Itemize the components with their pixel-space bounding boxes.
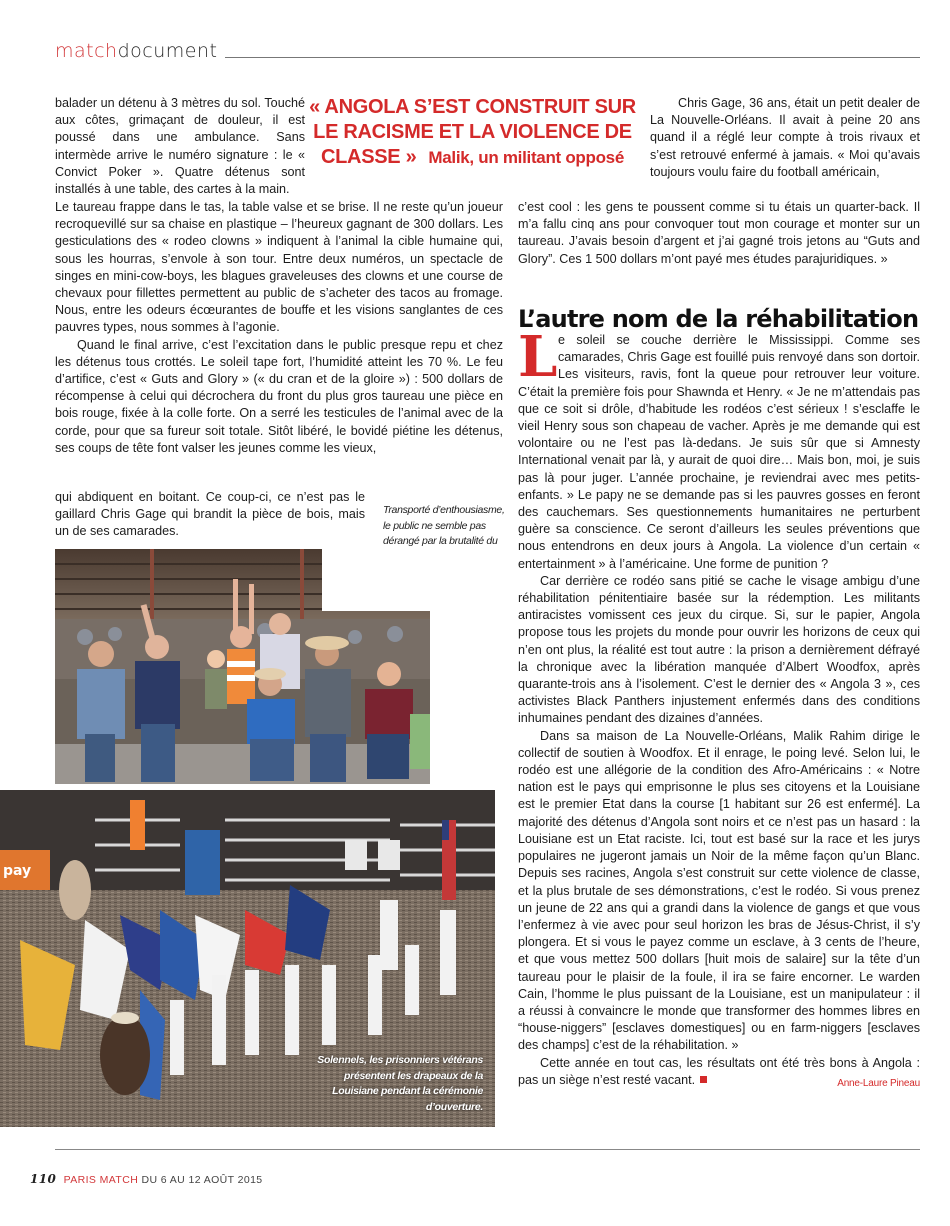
right-column-top <box>650 95 920 181</box>
footer-rule <box>55 1149 920 1150</box>
paragraph-text: Cette année en tout cas, les résultats ont été très bons à Angola : pas un siège n’est resté vacant. <box>518 1055 920 1087</box>
header-rule <box>225 57 920 58</box>
paragraph-final <box>518 1055 920 1089</box>
paragraph: Le taureau frappe dans le tas, la table valse et se brise. Il ne reste qu’un joueur recroquevillé sur sa chaise en plastique – l’heureux gagnant de 300 dollars. Les gesticulations des « rodeo clowns » indiquent à l’animal la cible humaine qui, sous les hourras, s’envole à son tour. Entre deux numéros, un spectacle de singes en mini-cow-boys, les blagues graveleuses des clowns et une course de chevaux pour fillettes permettent au public de s’acheter des tacos au fromage. Nous, entre les odeurs écœurantes de bouffe et les visions sanglantes de ces pauvres types, nous sommes à l’agonie. <box>55 200 503 335</box>
photo-notch <box>322 549 432 611</box>
left-column-end <box>55 489 365 541</box>
right-column-quote <box>518 199 920 268</box>
left-column-top <box>55 95 305 198</box>
right-column-main <box>518 324 920 1092</box>
page-header <box>55 40 920 64</box>
photo-flag-ceremony <box>0 790 495 1127</box>
drop-cap: L <box>518 324 558 390</box>
photo-caption-ceremony: Solennels, les prisonniers vétérans présentent les drapeaux de la Louisiane pendant la cérémonie d’ouverture. <box>317 1054 483 1113</box>
brand-document: document <box>117 40 218 62</box>
paragraph: Car derrière ce rodéo sans pitié se cache le visage ambigu d’une réhabilitation pénitentiaire basée sur la rédemption. Les militants antiracistes vomissent ces jeux du cirque. Si, sur le papier, Angola propose tous les projets du monde pour ouvrir les horizons de ceux qui n’en ont plus, la réalité est tout autre : la prison a dernièrement défrayé la chronique avec la libération manquée d’Albert Woodfox, après quarante-trois ans à l’isolement. C’est le dernier des « Angola 3 », ces activistes Black Panthers injustement enfermés dans des conditions inhumaines pendant des dizaines d’années. <box>518 573 920 726</box>
pull-quote-attribution: Malik, un militant opposé <box>428 148 624 167</box>
paragraph: Dans sa maison de La Nouvelle-Orléans, Malik Rahim dirige le collectif de soutien à Woodfox. Et il enrage, le poing levé. Selon lui, le rodéo est une allégorie de la condition des Afro-Américains : « Notre nation est le pays qui emprisonne le plus ses citoyens et la Louisiane est le premier Etat dans la course [1 habitant sur 26 est enfermé]. La majorité des détenus d’Angola sont noirs et ce n’est pas un hasard : la Louisiane est un Etat raciste. Ici, tout est basé sur la race et les jurys populaires ne jugeront jamais un Noir de la même façon qu’un Blanc. Depuis ses racines, Angola s’est construit sur cette violence de classe, et la plus brutale de ses démonstrations, c’est le rodéo. Si vous prenez un jeune de 22 ans qui a grandi dans la violence de gangs et que vous l’enfermez à vie avec pour seul horizon les bras de Jésus-Christ, il s’y plongera. Et si vous le payez comme un esclave, à 3 cents de l’heure, et que vous mettez 500 dollars [huit mois de salaire] sur la tête d’un taureau pour le plaisir de la foule, il ira se faire encorner. Le warden Cain, l’homme le plus puissant de la Louisiane, est un manipulateur : il a réussi à convaincre le monde que transformer des hommes libres en “house-niggers” [esclaves domestiques] ou en farm-niggers [esclaves des champs] c’est de la réhabilitation. » <box>518 728 920 1053</box>
page-footer <box>30 1172 263 1186</box>
pull-quote-text: « ANGOLA S’EST CONSTRUIT SUR LE RACISME ET LA VIOLENCE DE CLASSE » <box>309 96 636 168</box>
magazine-name: PARIS MATCH <box>63 1174 139 1186</box>
paragraph: balader un détenu à 3 mètres du sol. Touché aux côtes, grimaçant de douleur, il est poussé dans une ambulance. Sans intermède arrive le numéro signature : le « Convict Poker ». Quatre détenus sont installés à une table, des cartes à la main. <box>55 96 305 197</box>
end-mark-icon <box>700 1076 707 1083</box>
issue-date: DU 6 AU 12 AOÛT 2015 <box>141 1174 263 1186</box>
paragraph: qui abdiquent en boitant. Ce coup-ci, ce n’est pas le gaillard Chris Gage qui brandit la pièce de bois, mais un de ses camarades. <box>55 490 365 539</box>
section-brand <box>55 40 217 62</box>
paragraph: c’est cool : les gens te poussent comme si tu étais un quarter-back. Il m’a fallu cinq ans pour convoquer tout mon courage et monter sur un taureau. J’avais besoin d’argent et j’ai gagné trois jetons au “Guts and Glory”. Ces 1 500 dollars m’ont payé mes études parajuridiques. » <box>518 200 920 266</box>
pull-quote <box>300 95 645 170</box>
photo-caption-crowd: Transporté d’enthousiasme, le public ne semble pas dérangé par la brutalité du <box>383 504 505 547</box>
brand-match: match <box>55 40 118 62</box>
left-column-wide <box>55 199 503 457</box>
svg-text:pay: pay <box>3 863 32 879</box>
paragraph: Quand le final arrive, c’est l’excitation dans le public presque repu et chez les détenus tous crottés. Le soleil tape fort, l’humidité atteint les 70 %. Le feu d’artifice, c’est « Guts and Glory » (« du cran et de la gloire ») : 500 dollars de récompense à celui qui décrochera du front du plus gros taureau une pièce en bois rouge, fixée à la colle forte. On a serré les testicules de l’animal avec de la corde, pour que sa fureur soit totale. Sitôt libéré, le bovidé piétine les détenus, ses coups de tête font valser les jeunes comme les vieux, <box>55 337 503 455</box>
page-number: 110 <box>30 1172 57 1186</box>
section-heading: L’autre nom de la réhabilitation <box>518 305 919 333</box>
paragraph: e soleil se couche derrière le Mississippi. Comme ses camarades, Chris Gage est fouillé puis renvoyé dans son dortoir. Les visiteurs, ravis, font la queue pour retrouver leur voiture. C’était la première fois pour Shawnda et Henry. « Je ne m’attendais pas que ce soit si drôle, d’habitude les rodéos c’est sérieux ! s’esclaffe le vieil Henry sous son chapeau de vacher. Après je me demande qui est volontaire ou ne l’est pas là-dedans. Je suis sûr que si Amnesty International venait par là, y aurait de quoi dire… Mais bon, moi, je suis pas là pour juger. L’année prochaine, je reviendrai avec mes petits-enfants. » Le papy ne se demande pas si les pauvres gosses en feront des cauchemars. Ses questionnements humanitaires ne perturbent guère sa conscience. Ce seront d’ailleurs les seules préventions que nous entendrons en deux jours à Angola. La violence d’un certain « entertainment » à l’américaine. Une forme de punition ? <box>518 333 920 571</box>
author-signature: Anne-Laure Pineau <box>837 1077 920 1089</box>
paragraph: Chris Gage, 36 ans, était un petit dealer de La Nouvelle-Orléans. Il avait à peine 20 ans quand il a réglé leur compte à trois rivaux et s’est retrouvé enfermé à jamais. « Moi qu’avais toujours voulu faire du football américain, <box>650 96 920 179</box>
